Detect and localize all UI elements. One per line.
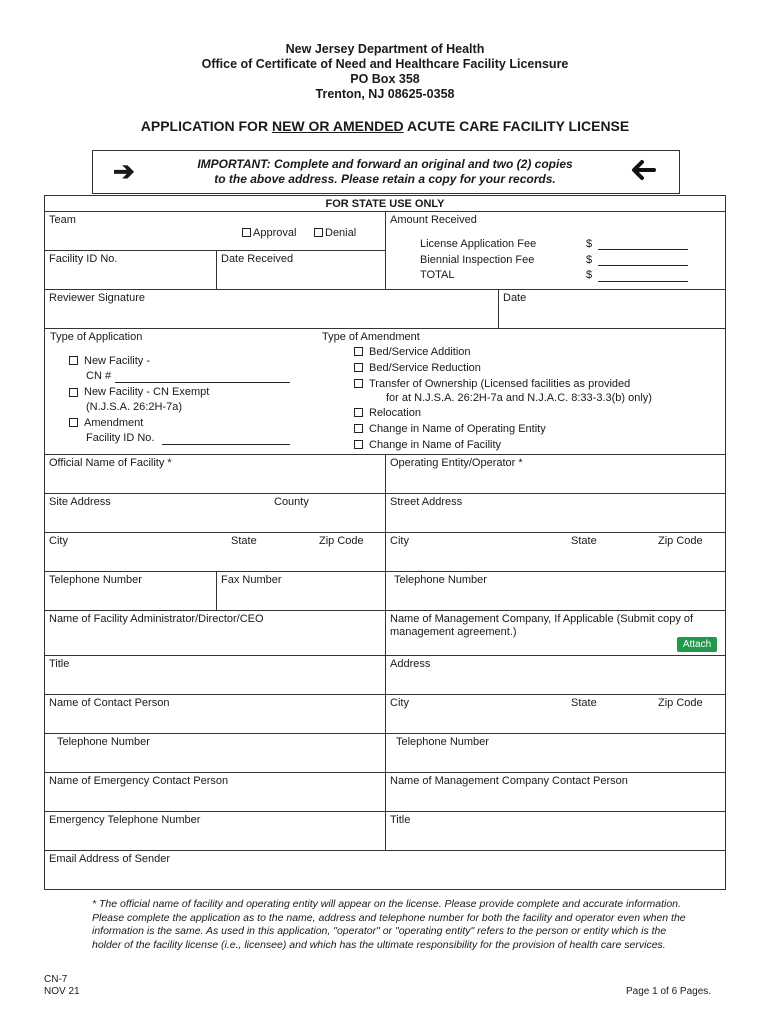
official-name-field[interactable]: Official Name of Facility * <box>44 454 386 494</box>
team-cell: Team <box>44 211 386 251</box>
operator-telephone-field[interactable]: Telephone Number <box>385 571 726 611</box>
fax-field[interactable]: Fax Number <box>216 571 386 611</box>
transfer-label: Transfer of Ownership (Licensed facilities as provided <box>369 378 631 390</box>
amendment-facility-id-line[interactable] <box>162 444 290 445</box>
mgmt-state-label: State <box>571 697 597 709</box>
new-exempt-label: New Facility - CN Exempt <box>84 386 210 398</box>
site-address-field[interactable]: Site Address <box>44 493 386 533</box>
bed-add-label: Bed/Service Addition <box>369 346 471 358</box>
mgmt-company-field[interactable]: Name of Management Company, If Applicable (Submit copy of management agreement.) <box>385 610 726 656</box>
date-cell[interactable]: Date <box>498 289 726 329</box>
operator-city-field[interactable]: City <box>385 532 726 572</box>
city-zip: Trenton, NJ 08625-0358 <box>315 87 455 101</box>
license-fee-label: License Application Fee <box>420 238 537 250</box>
arrow-left-icon <box>630 158 656 186</box>
type-amendment-label: Type of Amendment <box>322 331 420 343</box>
dollar-sign: $ <box>586 269 593 281</box>
relocation-checkbox[interactable] <box>354 408 363 417</box>
form-number: CN-7 <box>44 974 68 985</box>
bed-red-label: Bed/Service Reduction <box>369 362 481 374</box>
facility-city-field[interactable]: City <box>44 532 386 572</box>
facility-state-label: State <box>231 535 257 547</box>
amendment-label: Amendment <box>84 417 144 429</box>
contact-telephone-field[interactable]: Telephone Number <box>44 733 386 773</box>
emergency-phone-field[interactable]: Emergency Telephone Number <box>44 811 386 851</box>
county-label: County <box>274 496 309 508</box>
mgmt-zip-label: Zip Code <box>658 697 703 709</box>
approval-label: Approval <box>253 227 297 239</box>
change-entity-label: Change in Name of Operating Entity <box>369 423 546 435</box>
operator-state-label: State <box>571 535 597 547</box>
form-date: NOV 21 <box>44 986 80 997</box>
facility-zip-label: Zip Code <box>319 535 364 547</box>
amendment-facility-id-label: Facility ID No. <box>86 432 155 444</box>
total-label: TOTAL <box>420 269 455 281</box>
agency-name: New Jersey Department of Health <box>285 42 485 56</box>
cn-line[interactable] <box>115 382 290 383</box>
arrow-right-icon: ➔ <box>113 156 135 186</box>
bed-red-checkbox[interactable] <box>354 363 363 372</box>
dollar-sign: $ <box>586 254 593 266</box>
admin-title-field[interactable]: Title <box>44 655 386 695</box>
approval-checkbox[interactable] <box>242 228 251 237</box>
state-use-heading: FOR STATE USE ONLY <box>44 195 726 212</box>
operating-entity-field[interactable]: Operating Entity/Operator * <box>385 454 726 494</box>
mgmt-city-field[interactable]: City <box>385 694 726 734</box>
njsa-label: (N.J.S.A. 26:2H-7a) <box>86 401 182 413</box>
date-received-cell[interactable]: Date Received <box>216 250 386 290</box>
change-entity-checkbox[interactable] <box>354 424 363 433</box>
total-line[interactable] <box>598 281 688 282</box>
form-title: APPLICATION FOR NEW OR AMENDED ACUTE CARE FACILITY LICENSE <box>140 118 630 134</box>
amendment-checkbox[interactable] <box>69 418 78 427</box>
new-facility-checkbox[interactable] <box>69 356 78 365</box>
transfer-checkbox[interactable] <box>354 379 363 388</box>
reviewer-signature-cell[interactable]: Reviewer Signature <box>44 289 499 329</box>
license-fee-line[interactable] <box>598 249 688 250</box>
operator-zip-label: Zip Code <box>658 535 703 547</box>
attach-button[interactable]: Attach <box>677 637 717 652</box>
biennial-fee-line[interactable] <box>598 265 688 266</box>
important-text: IMPORTANT: Complete and forward an original and two (2) copies to the above address. Please retain a copy for your records. <box>197 157 573 186</box>
denial-checkbox[interactable] <box>314 228 323 237</box>
relocation-label: Relocation <box>369 407 421 419</box>
type-application-label: Type of Application <box>50 331 143 343</box>
po-box: PO Box 358 <box>350 72 420 86</box>
emergency-contact-field[interactable]: Name of Emergency Contact Person <box>44 772 386 812</box>
transfer-label-2: for at N.J.S.A. 26:2H-7a and N.J.A.C. 8:33-3.3(b) only) <box>386 392 652 404</box>
change-facility-checkbox[interactable] <box>354 440 363 449</box>
dollar-sign: $ <box>586 238 593 250</box>
office-name: Office of Certificate of Need and Healthcare Facility Licensure <box>201 57 569 71</box>
amount-received-cell: Amount Received <box>385 211 726 290</box>
cn-label: CN # <box>86 370 112 382</box>
street-address-field[interactable]: Street Address <box>385 493 726 533</box>
new-exempt-checkbox[interactable] <box>69 388 78 397</box>
mgmt-address-field[interactable]: Address <box>385 655 726 695</box>
bed-add-checkbox[interactable] <box>354 347 363 356</box>
change-facility-label: Change in Name of Facility <box>369 439 502 451</box>
footnote: * The official name of facility and operating entity will appear on the license. Please provide complete and accurate information. Please complete the application as to the name, address and telephone number for both the facility and operator even when the information is the same. As used in this application, "operator" or "operating entity" refers to the person or entity which is the holder of the facility license (i.e., licensee) and which has the ultimate responsibility for the provision of health care services. <box>92 898 686 951</box>
page-number: Page 1 of 6 Pages. <box>626 986 712 997</box>
new-facility-label: New Facility - <box>84 355 151 367</box>
mgmt-contact-field[interactable]: Name of Management Company Contact Person <box>385 772 726 812</box>
administrator-field[interactable]: Name of Facility Administrator/Director/CEO <box>44 610 386 656</box>
facility-id-cell[interactable]: Facility ID No. <box>44 250 217 290</box>
mgmt-telephone-field[interactable]: Telephone Number <box>385 733 726 773</box>
contact-person-field[interactable]: Name of Contact Person <box>44 694 386 734</box>
denial-label: Denial <box>325 227 357 239</box>
mgmt-title-field[interactable]: Title <box>385 811 726 851</box>
biennial-fee-label: Biennial Inspection Fee <box>420 254 535 266</box>
email-field[interactable]: Email Address of Sender <box>44 850 726 890</box>
facility-telephone-field[interactable]: Telephone Number <box>44 571 217 611</box>
